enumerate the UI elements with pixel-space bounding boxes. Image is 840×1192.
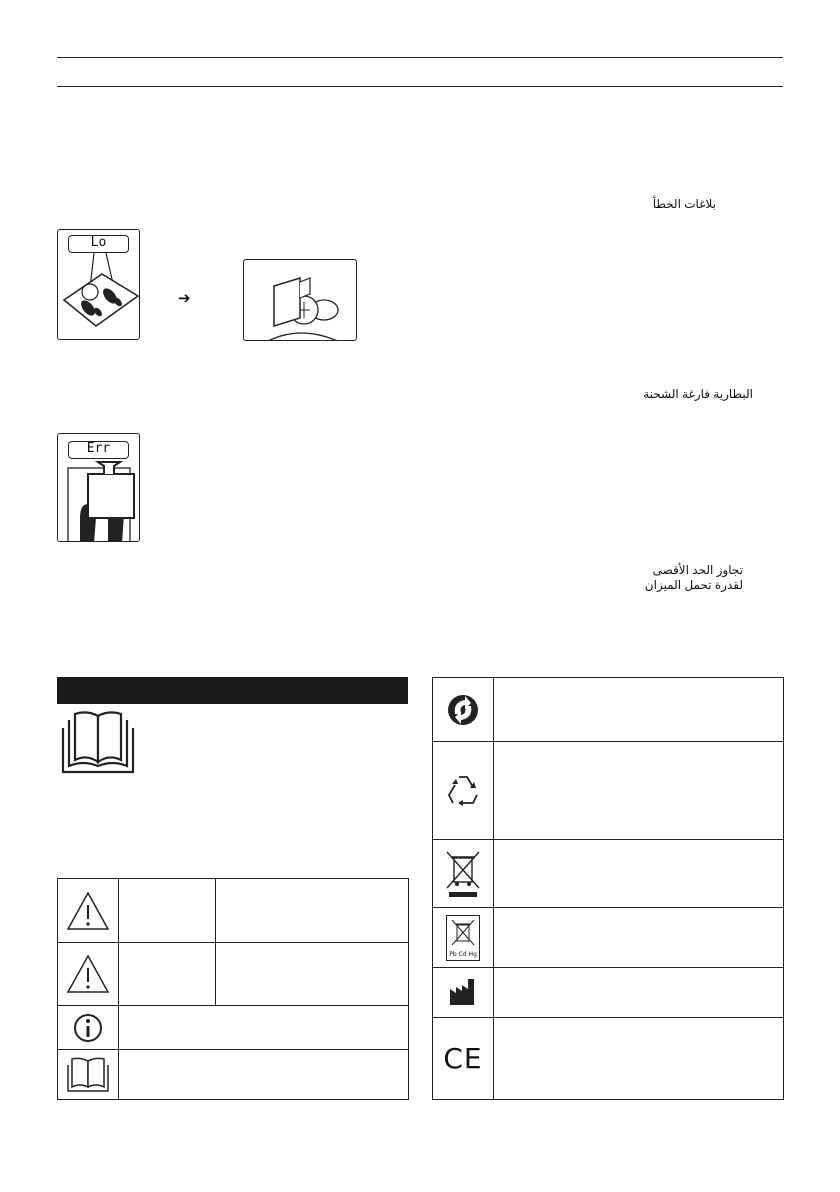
warning-text-cell [216,879,409,943]
table-row [433,678,784,742]
manual-cell [58,1050,119,1100]
weee-cell [433,840,494,908]
weee-text [494,840,784,908]
overload-label-line-2: لقدرة تحمل الميزان [644,578,743,592]
low-battery-label: البطارية فارغة الشحنة [643,387,753,401]
manufacturer-icon [433,973,493,1013]
crossed-bin-icon [447,917,479,949]
error-messages-heading: بلاغات الخطأ [652,197,716,211]
table-row [433,840,784,908]
lcd-display-lo: Lo [68,235,129,253]
table-row [433,908,784,968]
recycle-text [494,742,784,840]
battery-bin-icon [446,915,480,961]
green-dot-text [494,678,784,742]
scale-feet-icon [58,230,141,341]
table-row [58,943,409,1006]
table-row [58,1050,409,1100]
manufacturer-cell [433,968,494,1018]
heavy-metals-label: Pb Cd Hg [449,950,477,958]
caution-label-cell [119,943,216,1006]
table-row [58,879,409,943]
table-row [433,968,784,1018]
arrow-icon: ➔ [178,290,191,307]
info-text-cell [119,1006,409,1050]
caution-cell [58,943,119,1006]
caution-triangle-icon [58,944,118,1004]
low-battery-scale-illustration [57,229,140,340]
disposal-symbols-table [432,677,784,1100]
info-icon [58,1008,118,1048]
recycle-cell [433,742,494,840]
green-dot-cell [433,678,494,742]
info-cell [58,1006,119,1050]
caution-text-cell [216,943,409,1006]
warning-symbols-table [57,878,409,1100]
header-rule-bottom [57,86,783,87]
ce-text [494,1018,784,1100]
warning-cell [58,879,119,943]
table-row [433,1018,784,1100]
battery-compartment-illustration [243,259,357,341]
recycle-icon [433,761,493,821]
header-rule-top [57,57,783,58]
manufacturer-text [494,968,784,1018]
battery-bin-cell [433,908,494,968]
manual-book-icon [57,710,139,776]
manual-text-cell [119,1050,409,1100]
ce-mark-icon: CE [443,1042,483,1075]
warning-triangle-icon [58,881,118,941]
ce-cell [433,1018,494,1100]
manual-book-small-icon [58,1053,118,1097]
battery-bin-text [494,908,784,968]
weee-bin-icon [433,844,493,904]
overload-scale-illustration [57,433,140,542]
battery-replace-icon [244,260,357,341]
overload-label-line-1: تجاوز الحد الأقصى [652,563,743,577]
table-row [433,742,784,840]
warning-label-cell [119,879,216,943]
overweight-icon [58,434,140,542]
lcd-display-err: Err [68,441,129,459]
green-dot-icon [433,680,493,740]
table-row [58,1006,409,1050]
section-header-bar [57,677,408,704]
